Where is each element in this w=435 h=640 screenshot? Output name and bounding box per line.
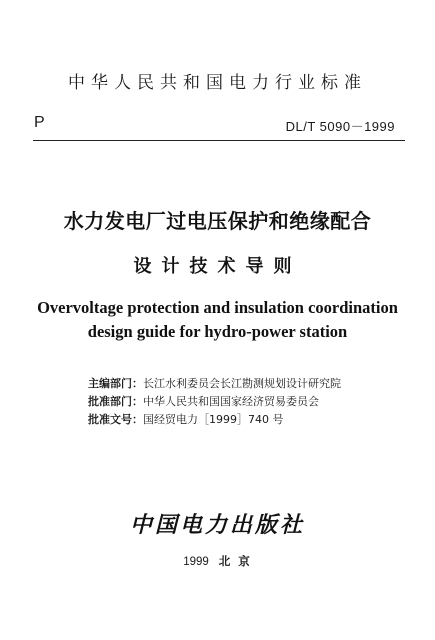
- editor-label: 主编部门：: [88, 377, 143, 390]
- approver-value: 中华人民共和国国家经济贸易委员会: [143, 395, 319, 408]
- document-title-zh-line1: 水力发电厂过电压保护和绝缘配合: [63, 209, 372, 233]
- approval-department: [88, 393, 319, 409]
- classification-code: P: [34, 114, 45, 131]
- editor-value: 长江水利委员会长江勘测规划设计研究院: [143, 377, 341, 390]
- publication-line: [0, 553, 435, 569]
- publication-city: 北 京: [218, 554, 252, 568]
- header-divider: [33, 140, 405, 141]
- document-title-en-line1: Overvoltage protection and insulation coordination: [37, 298, 398, 317]
- document-title-zh-line2: 设计技术导则: [133, 256, 302, 277]
- document-title-en-line2: design guide for hydro-power station: [87, 322, 348, 341]
- approval-document-number: [88, 411, 284, 427]
- publisher-logo: 中国电力出版社: [129, 512, 305, 538]
- standard-category-header: 中华人民共和国电力行业标准: [68, 73, 367, 93]
- document-label: 批准文号：: [88, 413, 143, 426]
- document-value: 国经贸电力［1999］740 号: [143, 413, 284, 426]
- editor-department: [88, 375, 341, 391]
- approver-label: 批准部门：: [88, 395, 143, 408]
- standard-number: DL/T 5090－1999: [285, 119, 395, 134]
- publication-year: 1999: [183, 556, 209, 568]
